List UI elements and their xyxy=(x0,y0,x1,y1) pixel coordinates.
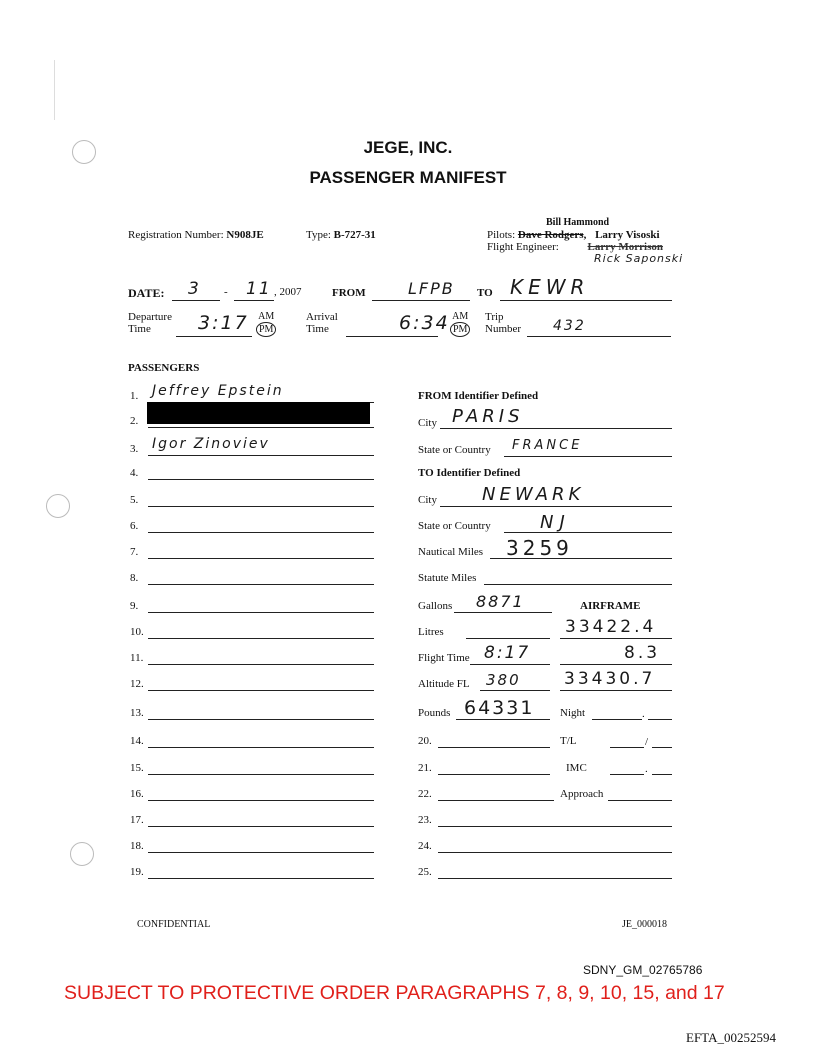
type-row xyxy=(306,229,376,241)
tl-line-a xyxy=(610,747,644,748)
registration-value: N908JE xyxy=(226,229,264,241)
approach-label: Approach xyxy=(560,788,604,800)
row-21-line xyxy=(438,774,550,775)
litres-line xyxy=(466,638,550,639)
efta-bates-id: EFTA_00252594 xyxy=(686,1030,776,1045)
from-value: LFPB xyxy=(408,279,455,298)
airframe3-line xyxy=(560,690,672,691)
passenger-name-line xyxy=(148,427,374,428)
passenger-name: Jeffrey Epstein xyxy=(152,383,284,399)
manifest-title: PASSENGER MANIFEST xyxy=(309,168,507,187)
row-21-num: 21. xyxy=(418,762,432,774)
night-dot: . xyxy=(642,708,645,720)
from-line xyxy=(372,300,470,301)
to-value: KEWR xyxy=(510,275,590,299)
je-bates-id: JE_000018 xyxy=(622,919,667,930)
passenger-number: 9. xyxy=(130,600,139,612)
passenger-number: 8. xyxy=(130,572,139,584)
passenger-number: 3. xyxy=(130,443,139,455)
from-city-value: PARIS xyxy=(452,406,524,427)
passenger-name-line xyxy=(148,638,374,639)
to-state-line xyxy=(504,532,672,533)
passenger-name-line xyxy=(148,774,374,775)
arrival-value: 6:34 xyxy=(399,312,450,334)
sdny-bates-id: SDNY_GM_02765786 xyxy=(583,963,703,977)
pilots-row xyxy=(487,229,660,241)
engineer-label: Flight Engineer: xyxy=(487,241,559,253)
airframe1-value: 33422.4 xyxy=(565,617,657,637)
passenger-number: 5. xyxy=(130,494,139,506)
tl-line-b xyxy=(652,747,672,748)
passengers-heading: PASSENGERS xyxy=(128,362,200,374)
tl-slash: / xyxy=(645,736,649,748)
date-month: 3 xyxy=(188,279,201,299)
passenger-name-line xyxy=(148,584,374,585)
departure-pm-circled: PM xyxy=(256,322,276,337)
row-23-line xyxy=(438,826,672,827)
flight-time-label: Flight Time xyxy=(418,652,470,664)
pilots-label: Pilots: xyxy=(487,229,516,241)
approach-line xyxy=(608,800,672,801)
arrival-pm-circled: PM xyxy=(450,322,470,337)
from-state-line xyxy=(504,456,672,457)
date-label: DATE: xyxy=(128,286,165,300)
registration-label: Registration Number: xyxy=(128,229,224,241)
passenger-number: 6. xyxy=(130,520,139,532)
date-day-line xyxy=(234,300,274,301)
departure-am: AM xyxy=(258,311,275,322)
company-title: JEGE, INC. xyxy=(363,138,453,157)
departure-ampm xyxy=(256,311,276,337)
engineer-struck: Larry Morrison xyxy=(587,241,663,253)
to-state-label: State or Country xyxy=(418,520,491,532)
passenger-name-line xyxy=(148,852,374,853)
passenger-number: 10. xyxy=(130,626,144,638)
to-city-value: NEWARK xyxy=(482,484,585,505)
row-24-num: 24. xyxy=(418,840,432,852)
trip-label-2: Number xyxy=(485,323,522,335)
passenger-number: 1. xyxy=(130,390,139,402)
passenger-number: 19. xyxy=(130,866,144,878)
row-23-num: 23. xyxy=(418,814,432,826)
passenger-number: 14. xyxy=(130,735,144,747)
imc-line-a xyxy=(610,774,644,775)
passenger-name-line xyxy=(148,826,374,827)
pilot-added: Bill Hammond xyxy=(546,217,610,228)
passenger-number: 12. xyxy=(130,678,144,690)
arrival-line xyxy=(346,336,438,337)
type-label: Type: xyxy=(306,229,331,241)
to-city-label: City xyxy=(418,494,437,506)
row-20-num: 20. xyxy=(418,735,432,747)
flight-time-line xyxy=(470,664,550,665)
engineer-handwritten: Rick Saponski xyxy=(594,252,684,265)
passenger-name-line xyxy=(148,719,374,720)
from-city-label: City xyxy=(418,417,437,429)
arrival-label-1: Arrival xyxy=(306,311,338,323)
passenger-number: 11. xyxy=(130,652,144,664)
row-25-line xyxy=(438,878,672,879)
from-city-line xyxy=(440,428,672,429)
row-25-num: 25. xyxy=(418,866,432,878)
airframe-heading: AIRFRAME xyxy=(580,600,641,612)
flight-time-value: 8:17 xyxy=(484,643,531,663)
pilot-comma: , xyxy=(583,229,587,241)
gallons-value: 8871 xyxy=(476,592,525,611)
passenger-name-line xyxy=(148,878,374,879)
imc-label: IMC xyxy=(566,762,587,774)
row-20-line xyxy=(438,747,550,748)
departure-label-1: Departure xyxy=(128,311,172,323)
row-24-line xyxy=(438,852,672,853)
passenger-name-line xyxy=(148,506,374,507)
protective-order-notice: SUBJECT TO PROTECTIVE ORDER PARAGRAPHS 7, 8, 9, 10, 15, and 17 xyxy=(64,982,725,1004)
from-state-label: State or Country xyxy=(418,444,491,456)
passenger-name-line xyxy=(148,747,374,748)
departure-label-2: Time xyxy=(128,323,151,335)
passenger-name-line xyxy=(148,532,374,533)
departure-label xyxy=(128,311,172,335)
passenger-name-line xyxy=(148,612,374,613)
airframe2-value: 8.3 xyxy=(624,643,661,663)
passenger-number: 16. xyxy=(130,788,144,800)
binder-edge-line xyxy=(54,60,55,120)
pounds-line xyxy=(456,719,550,720)
date-year: , 2007 xyxy=(274,286,302,298)
from-state-value: FRANCE xyxy=(512,438,583,453)
trip-label-1: Trip xyxy=(485,311,504,323)
arrival-am: AM xyxy=(452,311,469,322)
passenger-number: 13. xyxy=(130,707,144,719)
statute-line xyxy=(484,584,672,585)
from-identifier-heading: FROM Identifier Defined xyxy=(418,390,539,402)
departure-value: 3:17 xyxy=(198,312,249,334)
altitude-label: Altitude FL xyxy=(418,678,470,690)
night-line-b xyxy=(648,719,672,720)
airframe1-line xyxy=(560,638,672,639)
registration-row xyxy=(128,229,264,241)
arrival-ampm xyxy=(450,311,470,337)
imc-line-b xyxy=(652,774,672,775)
altitude-value: 380 xyxy=(486,671,521,689)
arrival-label-2: Time xyxy=(306,323,329,335)
tl-label: T/L xyxy=(560,735,577,747)
passenger-name-line xyxy=(148,558,374,559)
to-state-value: NJ xyxy=(540,512,571,533)
passenger-name-line xyxy=(148,479,374,480)
passenger-name: Igor Zinoviev xyxy=(152,436,270,452)
passenger-number: 7. xyxy=(130,546,139,558)
trip-label xyxy=(485,311,521,335)
row-22-num: 22. xyxy=(418,788,432,800)
nautical-value: 3259 xyxy=(506,536,573,560)
to-identifier-heading: TO Identifier Defined xyxy=(418,467,521,479)
imc-dot: . xyxy=(645,763,648,775)
altitude-line xyxy=(480,690,550,691)
pounds-label: Pounds xyxy=(418,707,451,719)
from-label: FROM xyxy=(332,287,366,299)
confidential-label: CONFIDENTIAL xyxy=(137,919,211,930)
departure-line xyxy=(176,336,252,337)
date-month-line xyxy=(172,300,220,301)
date-sep: - xyxy=(224,286,228,298)
passenger-name-line xyxy=(148,455,374,456)
arrival-label xyxy=(306,311,338,335)
to-line xyxy=(500,300,672,301)
to-label: TO xyxy=(477,287,493,299)
statute-label: Statute Miles xyxy=(418,572,477,584)
row-22-line xyxy=(438,800,554,801)
nautical-label: Nautical Miles xyxy=(418,546,484,558)
airframe2-line xyxy=(560,664,672,665)
type-value: B-727-31 xyxy=(333,229,376,241)
airframe3-value: 33430.7 xyxy=(564,669,656,689)
passenger-name-line xyxy=(148,664,374,665)
passenger-name-line xyxy=(148,690,374,691)
passenger-number: 15. xyxy=(130,762,144,774)
pilot-struck: Dave Rodgers xyxy=(517,229,584,241)
binder-hole-bottom xyxy=(70,842,94,866)
night-label: Night xyxy=(560,707,586,719)
passenger-number: 18. xyxy=(130,840,144,852)
passenger-number: 17. xyxy=(130,814,144,826)
gallons-label: Gallons xyxy=(418,600,453,612)
litres-label: Litres xyxy=(418,626,444,638)
night-line-a xyxy=(592,719,642,720)
pounds-value: 64331 xyxy=(464,697,535,719)
passenger-name-line xyxy=(148,800,374,801)
trip-line xyxy=(527,336,671,337)
binder-hole-middle xyxy=(46,494,70,518)
date-day: 11 xyxy=(246,279,272,299)
pilot-second: Larry Visoski xyxy=(595,229,660,241)
passenger-number: 4. xyxy=(130,467,139,479)
passenger-number: 2. xyxy=(130,415,139,427)
gallons-line xyxy=(454,612,552,613)
to-city-line xyxy=(440,506,672,507)
redaction-bar xyxy=(147,402,370,424)
trip-value: 432 xyxy=(553,318,586,334)
